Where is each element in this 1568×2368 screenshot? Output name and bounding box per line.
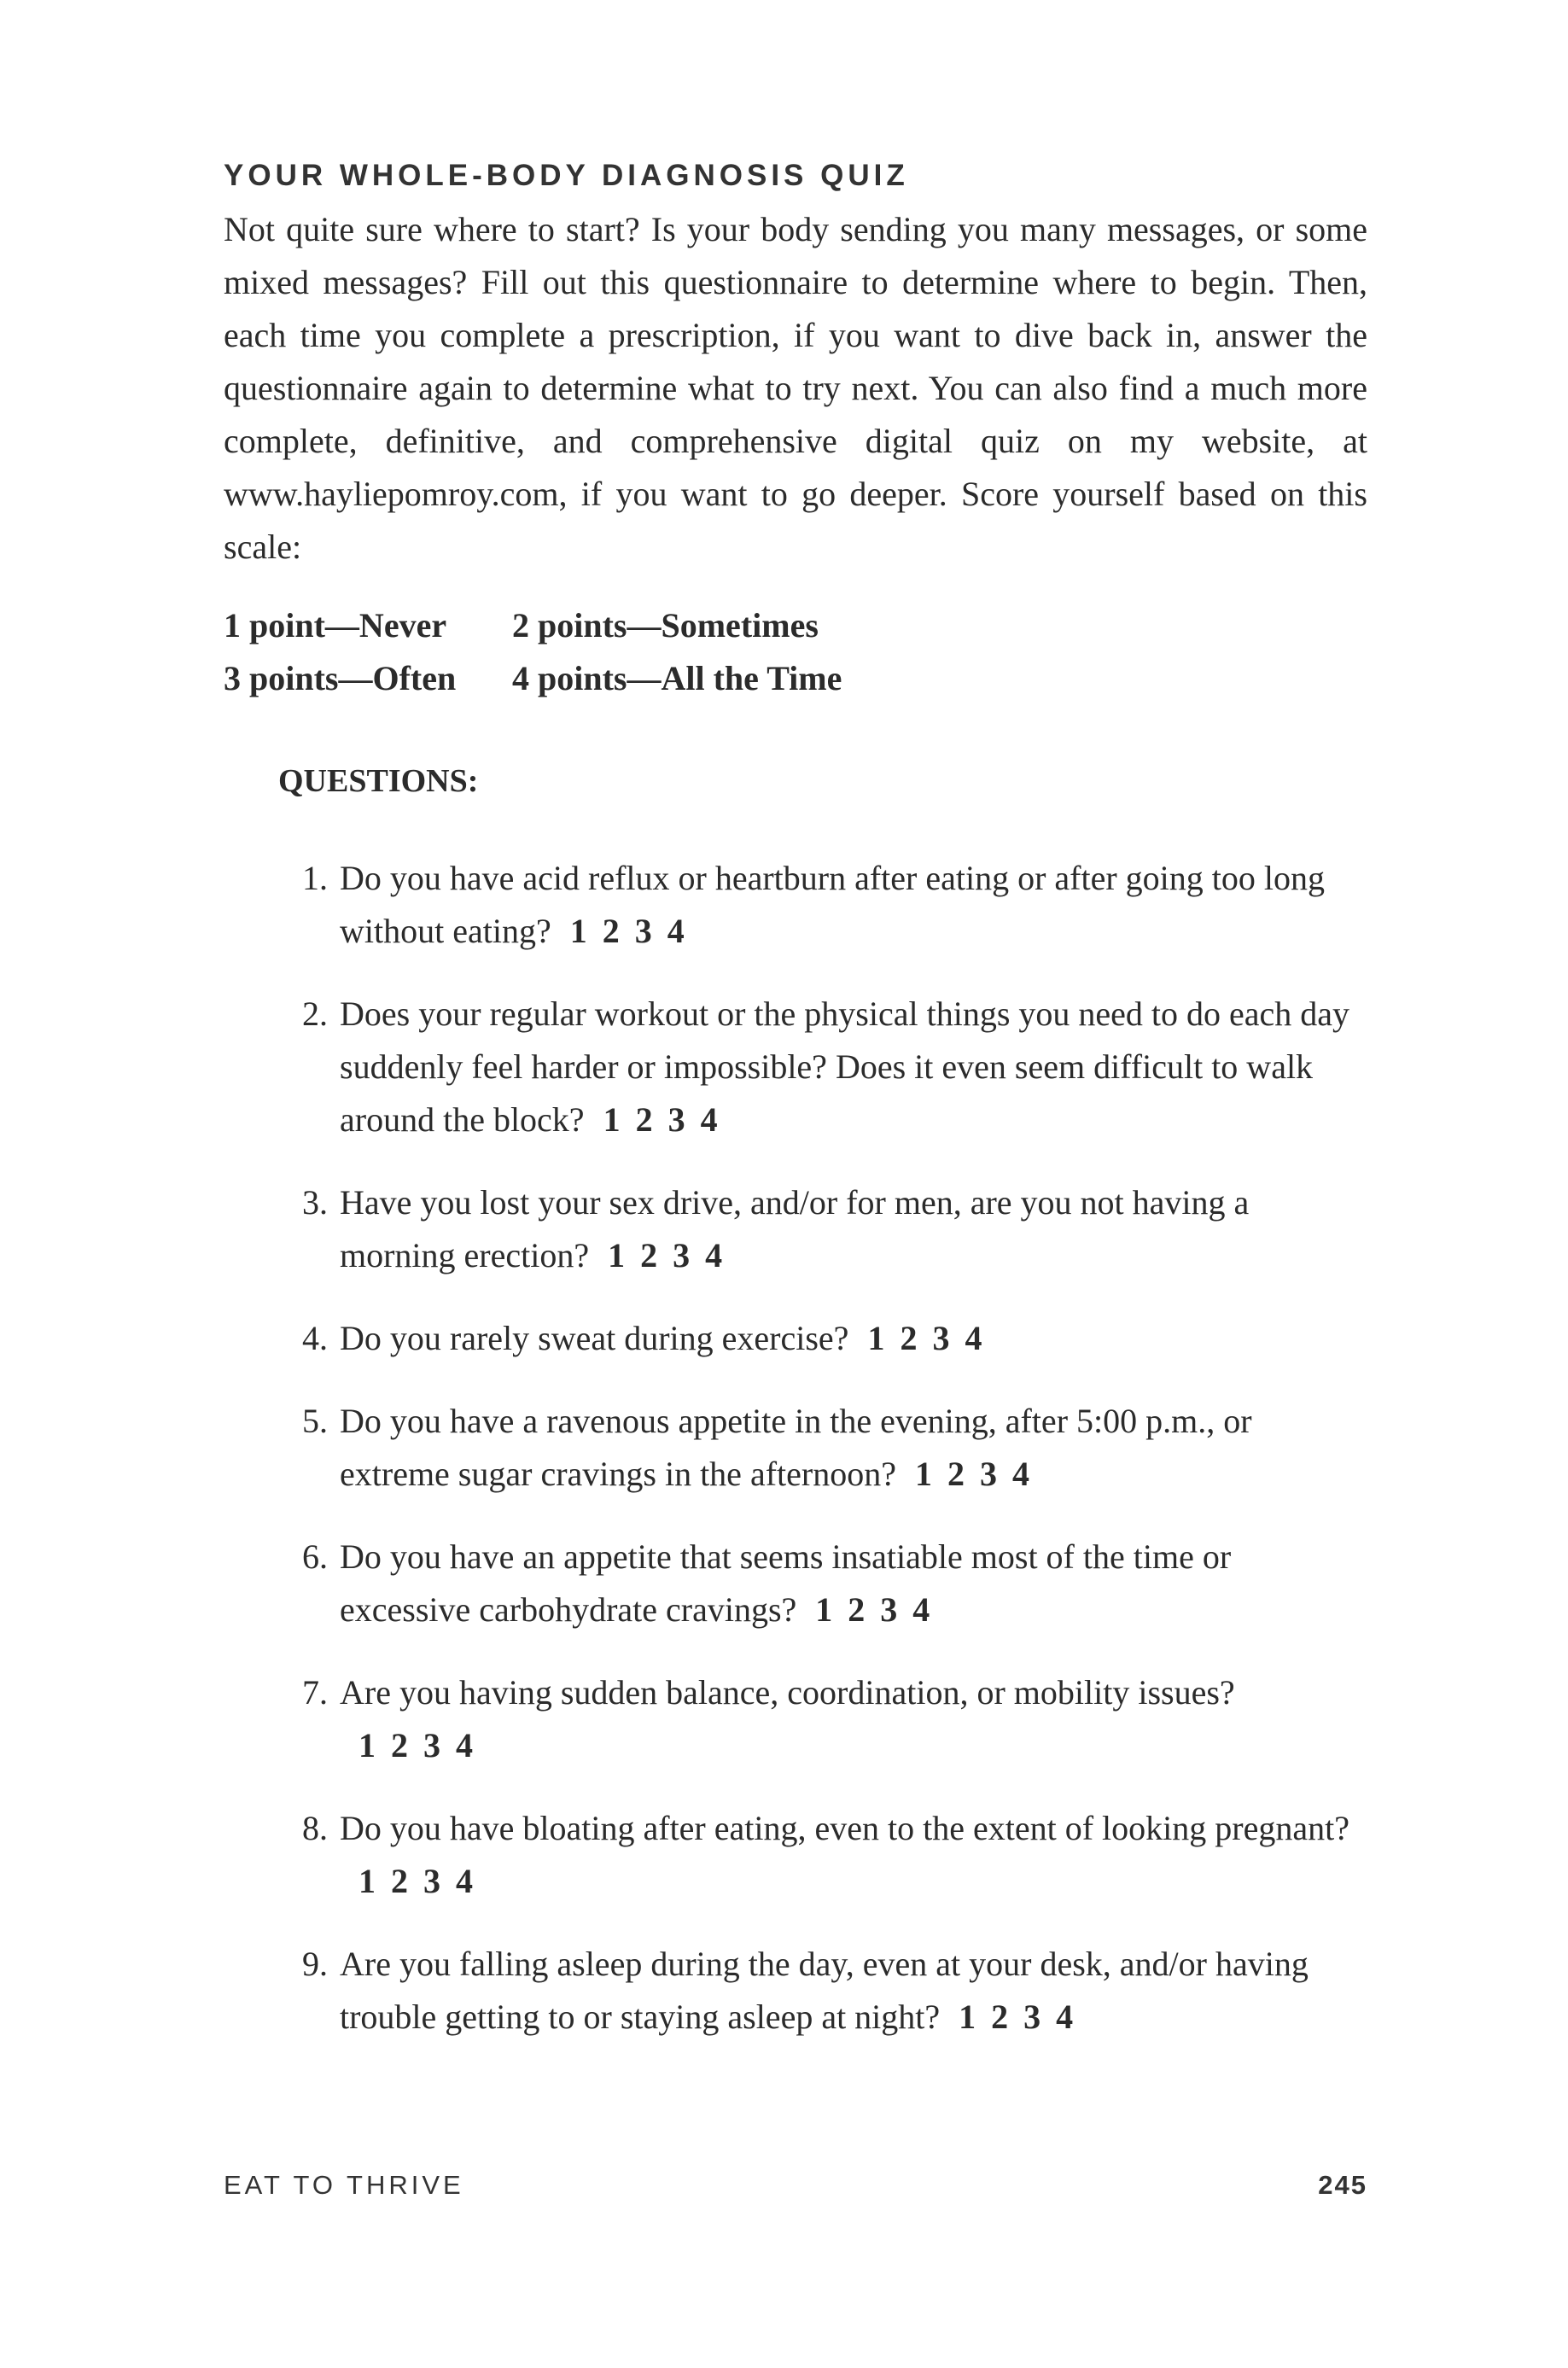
- score-options: 1 2 3 4: [959, 1998, 1074, 2036]
- question-text: Do you have an appetite that seems insatiable most of the time or excessive carbohydrate cravings?: [340, 1537, 1232, 1629]
- page-number: 245: [1318, 2170, 1367, 2200]
- question-item: [224, 1312, 1367, 1365]
- score-options: 1 2 3 4: [608, 1236, 723, 1274]
- scale-item: 4 points—All the Time: [512, 659, 842, 697]
- score-options: 1 2 3 4: [358, 1726, 473, 1764]
- question-text: Do you have a ravenous appetite in the evening, after 5:00 p.m., or extreme sugar cravings in the afternoon?: [340, 1402, 1252, 1493]
- score-options: 1 2 3 4: [815, 1590, 930, 1629]
- question-number: 7.: [302, 1673, 328, 1712]
- question-number: 8.: [302, 1809, 328, 1847]
- score-scale: [224, 599, 1367, 705]
- question-number: 9.: [302, 1945, 328, 1983]
- question-item: [224, 1802, 1367, 1908]
- score-options: 1 2 3 4: [603, 1100, 718, 1139]
- question-item: [224, 1176, 1367, 1282]
- question-text: Are you falling asleep during the day, even at your desk, and/or having trouble getting to or staying asleep at night?: [340, 1945, 1309, 2036]
- question-text: Have you lost your sex drive, and/or for men, are you not having a morning erection?: [340, 1183, 1250, 1274]
- question-item: [224, 1395, 1367, 1501]
- question-item: [224, 988, 1367, 1146]
- page-content: [224, 154, 1367, 2073]
- scale-item: 2 points—Sometimes: [512, 606, 819, 644]
- intro-paragraph: Not quite sure where to start? Is your body sending you many messages, or some mixed messages? Fill out this questionnaire to determine where to begin. Then, each time you complete a prescription, if you want to dive back in, answer the questionnaire again to determine what to try next. You can also find a much more complete, definitive, and comprehensive digital quiz on my website, at www.hayliepomroy.com, if you want to go deeper. Score yourself based on this scale:: [224, 210, 1367, 566]
- question-text: Do you have bloating after eating, even to the extent of looking pregnant?: [340, 1809, 1349, 1847]
- question-number: 6.: [302, 1537, 328, 1576]
- question-number: 5.: [302, 1402, 328, 1440]
- question-number: 2.: [302, 994, 328, 1033]
- score-options: 1 2 3 4: [914, 1455, 1029, 1493]
- question-list: [224, 852, 1367, 2044]
- question-item: [224, 1666, 1367, 1772]
- question-number: 1.: [302, 859, 328, 897]
- question-item: [224, 1531, 1367, 1636]
- section-heading: YOUR WHOLE-BODY DIAGNOSIS QUIZ: [224, 159, 909, 192]
- score-options: 1 2 3 4: [358, 1862, 473, 1900]
- question-number: 3.: [302, 1183, 328, 1222]
- question-text: Do you rarely sweat during exercise?: [340, 1319, 849, 1357]
- question-item: [224, 852, 1367, 958]
- question-item: [224, 1938, 1367, 2044]
- question-number: 4.: [302, 1319, 328, 1357]
- question-text: Are you having sudden balance, coordination, or mobility issues?: [340, 1673, 1235, 1712]
- questions-title: QUESTIONS:: [278, 763, 479, 799]
- book-title: EAT TO THRIVE: [224, 2170, 464, 2200]
- score-options: 1 2 3 4: [569, 912, 685, 950]
- question-text: Do you have acid reflux or heartburn after eating or after going too long without eating?: [340, 859, 1326, 950]
- question-text: Does your regular workout or the physical things you need to do each day suddenly feel harder or impossible? Does it even seem difficult to walk around the block?: [340, 994, 1350, 1139]
- score-options: 1 2 3 4: [867, 1319, 982, 1357]
- scale-item: 3 points—Often: [224, 659, 457, 697]
- page-footer: [224, 2170, 1367, 2201]
- scale-item: 1 point—Never: [224, 606, 447, 644]
